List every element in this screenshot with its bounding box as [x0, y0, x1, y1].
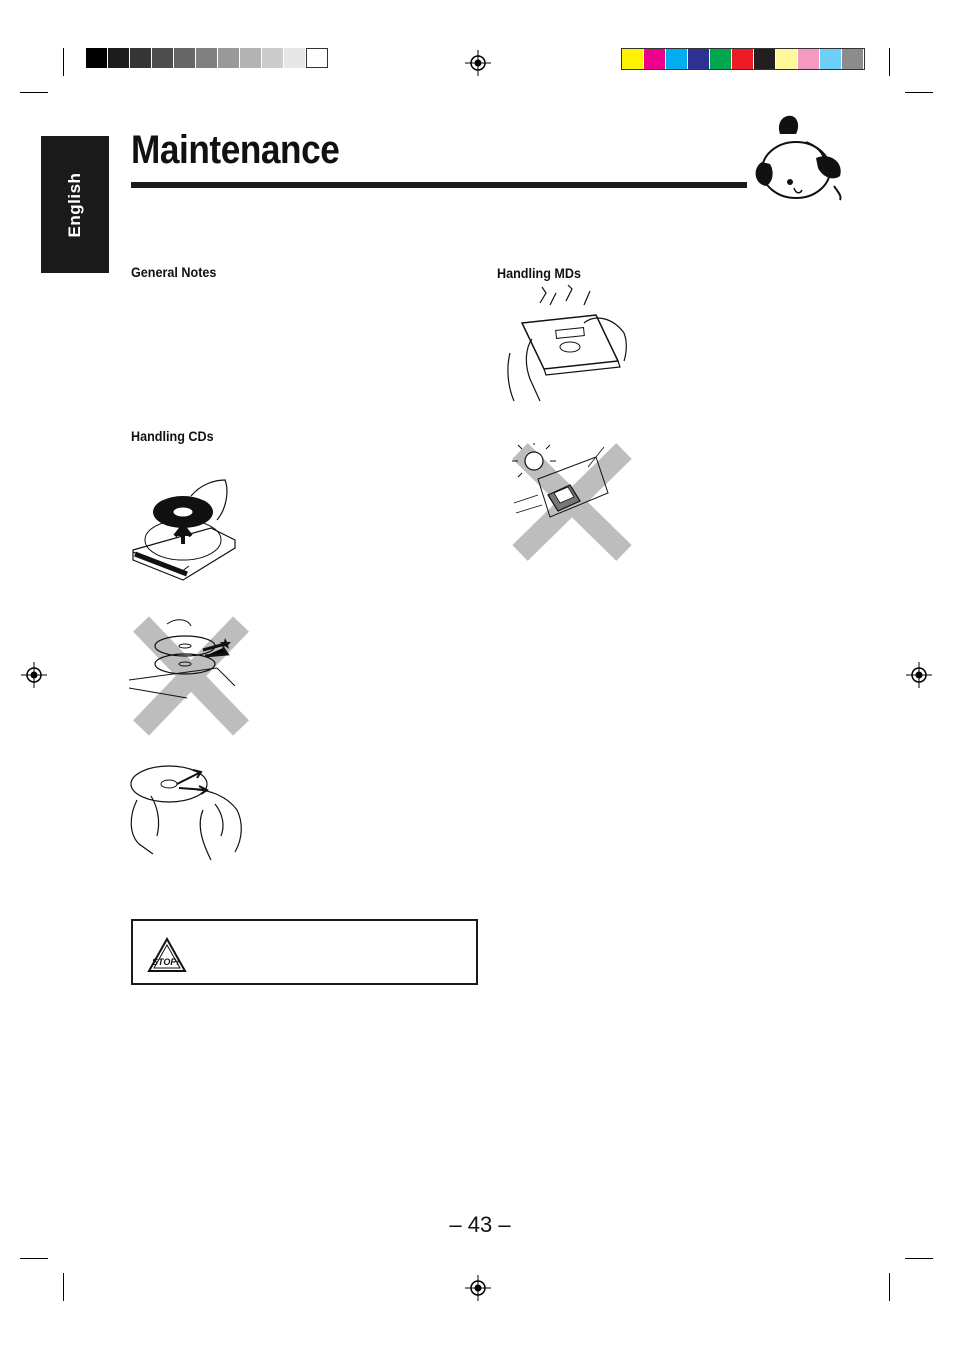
stop-icon-text: STOP!: [152, 957, 180, 967]
cd-stacked-crossed-illustration: [127, 614, 251, 738]
color-swatch: [798, 49, 820, 69]
heading-general-notes: General Notes: [131, 264, 217, 280]
registration-target-icon: [21, 662, 47, 688]
grayscale-registration-bar: [86, 48, 328, 68]
crop-mark: [905, 1258, 933, 1259]
crop-mark: [889, 48, 890, 76]
gray-swatch: [108, 48, 130, 68]
gray-swatch: [262, 48, 284, 68]
color-swatch: [732, 49, 754, 69]
gray-swatch: [130, 48, 152, 68]
cd-cleaning-illustration: [127, 760, 249, 868]
registration-target-icon: [465, 1275, 491, 1301]
md-handling-illustration: [500, 283, 632, 405]
page-title: Maintenance: [131, 128, 340, 172]
registration-target-icon: [906, 662, 932, 688]
stop-warning-icon: [147, 937, 187, 973]
color-registration-bar: [621, 48, 865, 70]
color-swatch: [754, 49, 776, 69]
color-swatch: [842, 49, 864, 69]
gray-swatch: [152, 48, 174, 68]
title-underline: [131, 182, 747, 188]
gray-swatch: [306, 48, 328, 68]
crop-mark: [20, 92, 48, 93]
color-swatch: [776, 49, 798, 69]
language-tab: [41, 136, 109, 273]
crop-mark: [63, 48, 64, 76]
caution-box: [131, 919, 478, 985]
color-swatch: [666, 49, 688, 69]
color-swatch: [710, 49, 732, 69]
color-swatch: [820, 49, 842, 69]
color-swatch: [644, 49, 666, 69]
crop-mark: [63, 1273, 64, 1301]
gray-swatch: [196, 48, 218, 68]
color-swatch: [622, 49, 644, 69]
crop-mark: [20, 1258, 48, 1259]
crop-mark: [905, 92, 933, 93]
cd-tray-illustration: [131, 460, 239, 582]
md-sunlight-crossed-illustration: [508, 443, 634, 561]
color-swatch: [688, 49, 710, 69]
language-tab-label: English: [65, 172, 84, 237]
page-number: – 43 –: [449, 1212, 511, 1237]
gray-swatch: [218, 48, 240, 68]
registration-target-icon: [465, 50, 491, 76]
heading-handling-mds: Handling MDs: [497, 265, 582, 281]
dog-mascot-illustration: [750, 112, 848, 204]
gray-swatch: [86, 48, 108, 68]
gray-swatch: [240, 48, 262, 68]
heading-handling-cds: Handling CDs: [131, 428, 214, 444]
crop-mark: [889, 1273, 890, 1301]
gray-swatch: [284, 48, 306, 68]
gray-swatch: [174, 48, 196, 68]
